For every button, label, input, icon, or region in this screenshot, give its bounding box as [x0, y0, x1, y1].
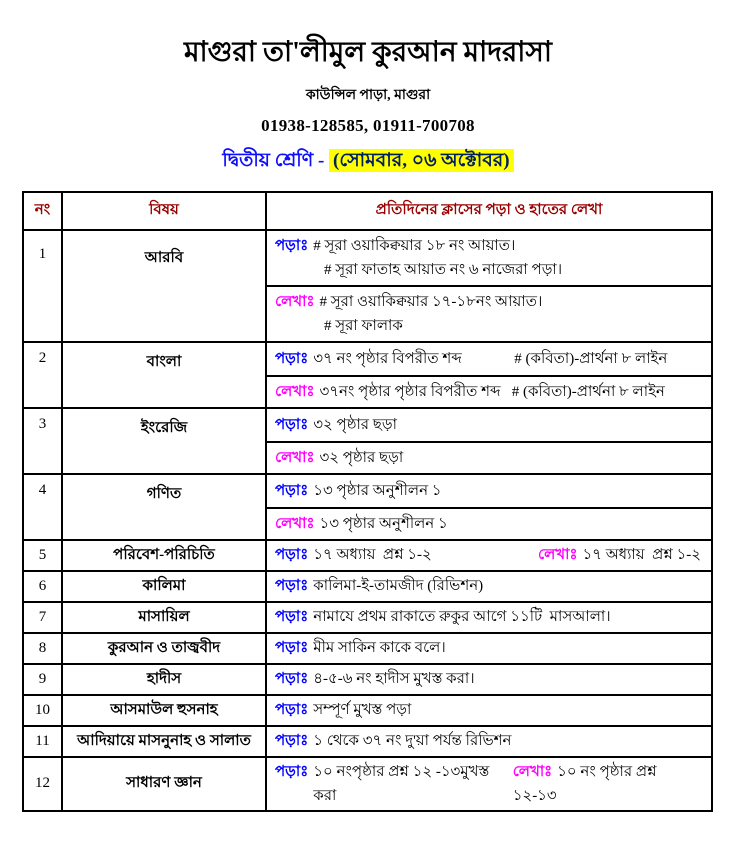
pora-block: [267, 409, 711, 441]
table-row: [24, 632, 711, 663]
pora-text: ৩২ পৃষ্ঠার ছড়া: [313, 416, 397, 433]
address-line: কাউন্সিল পাড়া, মাগুরা: [305, 87, 431, 103]
pora-label: পড়াঃ: [275, 350, 309, 367]
lesson-table: [22, 191, 713, 812]
lesson-cell: [265, 231, 711, 341]
lesson-cell: [265, 409, 711, 473]
lesson-cell: [265, 475, 711, 539]
row-number: 12: [35, 775, 50, 792]
lekha-text: ১৩ পৃষ্ঠার অনুশীলন ১: [319, 515, 448, 532]
pora-text: মীম সাকিন কাকে বলে।: [313, 640, 446, 657]
row-number: 11: [35, 732, 50, 749]
pora-label: পড়াঃ: [275, 640, 309, 657]
row-number: 5: [38, 546, 47, 563]
pora-label: পড়াঃ: [275, 671, 309, 688]
subject-name: পরিবেশ-পরিচিতি: [61, 541, 265, 570]
lesson-cell: [265, 758, 711, 810]
lekha-label: লেখাঃ: [537, 547, 578, 564]
pora-text: ১৭ অধ্যায় প্রশ্ন ১-২: [313, 547, 432, 564]
column-header-no: নং: [34, 202, 51, 219]
pora-label: পড়াঃ: [275, 702, 309, 719]
table-row: [24, 570, 711, 601]
table-row: [24, 725, 711, 756]
lekha-label: লেখাঃ: [512, 763, 553, 780]
lesson-cell: [265, 343, 711, 407]
subject-name: কুরআন ও তাজ্ববীদ: [61, 634, 265, 663]
column-header-content: প্রতিদিনের ক্লাসের পড়া ও হাতের লেখা: [265, 193, 711, 229]
subject-name: আসমাউল হুসনাহ: [61, 696, 265, 725]
pora-label: পড়াঃ: [275, 547, 309, 564]
lesson-cell: [265, 665, 711, 694]
lekha-label: লেখাঃ: [275, 293, 315, 310]
lesson-cell: [265, 603, 711, 632]
table-row: [24, 539, 711, 570]
pora-text: ৩৭ নং পৃষ্ঠার বিপরীত শব্দ # (কবিতা)-প্রার্থনা ৮ লাইন: [313, 350, 668, 367]
lekha-label: লেখাঃ: [275, 515, 315, 532]
pora-text: ১০ নংপৃষ্ঠার প্রশ্ন ১২ -১৩মুখস্ত করা: [313, 763, 494, 804]
lekha-text: ৩২ পৃষ্ঠার ছড়া: [319, 449, 404, 466]
class-date-highlighted: (সোমবার, ০৬ অক্টোবর): [329, 149, 514, 172]
column-header-subject: বিষয়: [61, 193, 265, 229]
table-row: [24, 601, 711, 632]
page-title: মাগুরা তা'লীমুল কুরআন মাদরাসা: [183, 37, 553, 68]
subject-name: আরবি: [61, 231, 265, 341]
lekha-group: [513, 760, 703, 808]
table-row: [24, 756, 711, 810]
row-number: 1: [38, 245, 47, 262]
table-row: [24, 229, 711, 341]
table-row: [24, 694, 711, 725]
lekha-block: [267, 375, 711, 407]
subject-name: ইংরেজি: [61, 409, 265, 473]
pora-text: # সূরা ওয়াকিক্বয়ার ১৮ নং আয়াত।: [313, 237, 516, 254]
pora-text: # সূরা ফাতাহ আয়াত নং ৬ নাজেরা পড়া।: [324, 261, 563, 278]
pora-text: ৪-৫-৬ নং হাদীস মুখস্ত করা।: [313, 671, 475, 688]
pora-text: ১৩ পৃষ্ঠার অনুশীলন ১: [313, 482, 442, 499]
pora-label: পড়াঃ: [275, 416, 309, 433]
lesson-cell: [265, 572, 711, 601]
lekha-label: লেখাঃ: [275, 383, 315, 400]
pora-label: পড়াঃ: [275, 237, 309, 254]
lekha-text: ১৭ অধ্যায় প্রশ্ন ১-২: [582, 547, 701, 564]
table-row: [24, 663, 711, 694]
row-number: 10: [35, 701, 50, 718]
lekha-text: # সূরা ফালাক: [324, 317, 403, 334]
lesson-cell: [265, 541, 711, 570]
class-name: দ্বিতীয় শ্রেণি -: [222, 149, 330, 171]
row-number: 8: [38, 639, 47, 656]
lesson-cell: [265, 634, 711, 663]
lesson-cell: [265, 696, 711, 725]
lesson-cell: [265, 727, 711, 756]
pora-block: [267, 231, 711, 285]
subject-name: হাদীস: [61, 665, 265, 694]
pora-text: ১ থেকে ৩৭ নং দু'য়া পর্যন্ত রিভিশন: [313, 733, 512, 750]
row-number: 2: [38, 349, 47, 366]
table-row: [24, 407, 711, 473]
table-row: [24, 473, 711, 539]
lekha-text: # সূরা ওয়াকিক্বয়ার ১৭-১৮নং আয়াত।: [319, 293, 543, 310]
pora-block: [267, 475, 711, 507]
pora-block: [267, 343, 711, 375]
subject-name: বাংলা: [61, 343, 265, 407]
lekha-group: [538, 543, 703, 567]
class-line: [0, 146, 736, 178]
row-number: 6: [38, 577, 47, 594]
lekha-text: ১০ নং পৃষ্ঠার প্রশ্ন ১২-১৩: [512, 763, 661, 804]
pora-label: পড়াঃ: [275, 733, 309, 750]
row-number: 3: [38, 415, 47, 432]
table-row: [24, 341, 711, 407]
pora-label: পড়াঃ: [275, 609, 309, 626]
pora-label: পড়াঃ: [275, 763, 309, 780]
lekha-label: লেখাঃ: [275, 449, 315, 466]
subject-name: মাসায়িল: [61, 603, 265, 632]
pora-label: পড়াঃ: [275, 482, 309, 499]
row-number: 7: [38, 608, 47, 625]
pora-text: সম্পূর্ণ মুখস্ত পড়া: [313, 702, 412, 719]
subject-name: কালিমা: [61, 572, 265, 601]
subject-name: আদিয়ায়ে মাসনুনাহ ও সালাত: [61, 727, 265, 756]
lekha-text: ৩৭নং পৃষ্ঠার পৃষ্ঠার বিপরীত শব্দ # (কবিতা)-প্রার্থনা ৮ লাইন: [319, 383, 665, 400]
phone-numbers: 01938-128585, 01911-700708: [261, 115, 475, 135]
row-number: 9: [38, 670, 47, 687]
subject-name: গণিত: [61, 475, 265, 539]
subject-name: সাধারণ জ্ঞান: [61, 758, 265, 810]
pora-text: কালিমা-ই-তামজীদ (রিভিশন): [313, 578, 484, 595]
table-header-row: [24, 193, 711, 229]
lekha-block: [267, 507, 711, 539]
lekha-block: [267, 441, 711, 473]
pora-label: পড়াঃ: [275, 578, 309, 595]
lekha-block: [267, 285, 711, 341]
pora-text: নামাযে প্রথম রাকাতে রুকুর আগে ১১টি মাসআলা।: [313, 609, 611, 626]
row-number: 4: [38, 481, 47, 498]
